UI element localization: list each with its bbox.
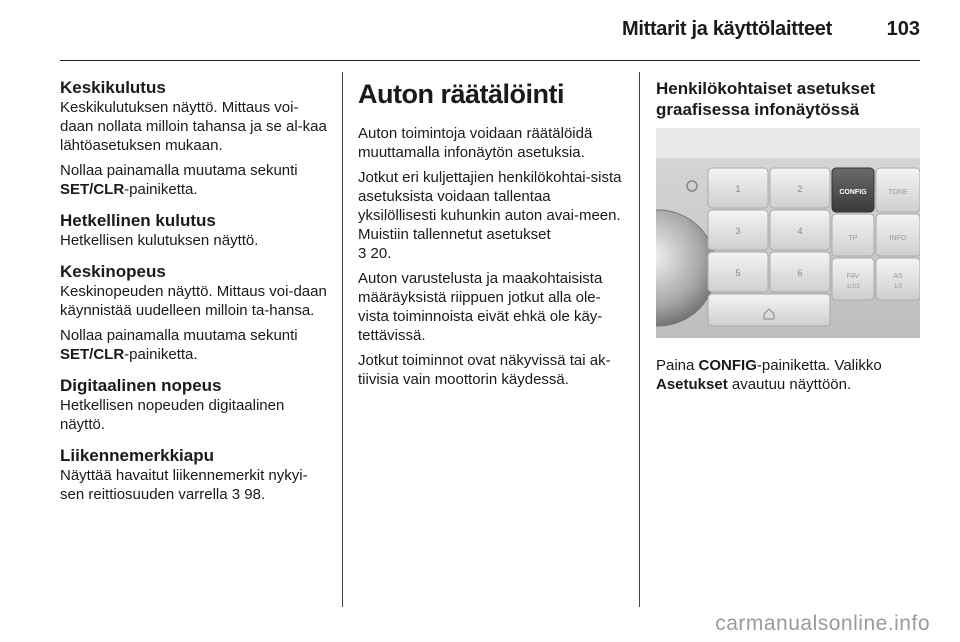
section-heading: Keskinopeus	[60, 262, 166, 281]
key-label: 5	[735, 268, 741, 278]
info-key-label: INFO	[889, 235, 907, 242]
paragraph	[358, 168, 626, 263]
column-3	[656, 78, 924, 400]
text: Näyttää havaitut liikennemerkit nykyi-sen reittiosuuden varrella	[60, 467, 308, 503]
config-key-label: CONFIG	[839, 189, 867, 196]
button-name: SET/CLR	[60, 181, 125, 198]
button-name: SET/CLR	[60, 346, 125, 363]
text: -painiketta.	[124, 181, 198, 198]
column-divider-1	[342, 72, 343, 607]
key-label: 1	[735, 184, 741, 194]
paragraph: Auton varustelusta ja maakohtaisista määräyksistä riippuen jotkut alla ole-vista toiminnoista eivät ehkä ole käy-tettävissä.	[358, 270, 603, 344]
section-hetkellinen-kulutus	[60, 211, 330, 250]
section-keskinopeus	[60, 262, 330, 364]
page-reference-link[interactable]: 3 98.	[231, 486, 266, 503]
footer-watermark: carmanualsonline.info	[715, 612, 930, 635]
panel-top-strip	[656, 128, 920, 158]
paragraph	[656, 356, 924, 394]
section-liikennemerkkiapu	[60, 446, 330, 504]
paragraph: Jotkut toiminnot ovat näkyvissä tai ak-tiivisia vain moottorin käydessä.	[358, 352, 611, 388]
paragraph	[60, 466, 330, 504]
as-key-sublabel: 1/2	[893, 284, 903, 290]
paragraph: Hetkellisen nopeuden digitaalinen näyttö.	[60, 397, 285, 433]
text: Nollaa painamalla muutama sekunti	[60, 327, 298, 344]
paragraph	[60, 161, 330, 199]
tp-key-label: TP	[848, 235, 858, 242]
column-1	[60, 78, 330, 516]
paragraph: Keskinopeuden näyttö. Mittaus voi-daan käynnistää uudelleen milloin ta-hansa.	[60, 283, 327, 319]
key-label: 3	[735, 226, 741, 236]
text: -painiketta.	[124, 346, 198, 363]
as-key-label: AS	[893, 273, 903, 280]
fav-key-sublabel: 1/2/3	[846, 284, 860, 290]
section-keskikulutus	[60, 78, 330, 199]
key-label: 4	[797, 226, 803, 236]
paragraph: Auton toimintoja voidaan räätälöidä muuttamalla infonäytön asetuksia.	[358, 125, 593, 161]
key-label: 6	[797, 268, 803, 278]
column-2	[358, 78, 626, 395]
section-digitaalinen-nopeus	[60, 376, 330, 434]
section-heading: Digitaalinen nopeus	[60, 376, 222, 395]
page-reference-link[interactable]: 3 20.	[358, 245, 392, 262]
paragraph: Hetkellisen kulutuksen näyttö.	[60, 232, 259, 249]
text: Paina	[656, 357, 695, 374]
paragraph	[60, 326, 330, 364]
page-number: 103	[886, 18, 920, 40]
text: Jotkut eri kuljettajien henkilökohtai-sista asetuksista voidaan tallentaa yksilöllisesti kuhunkin auton avai-meen. Muistiin tallennetut asetukset	[358, 169, 622, 243]
text: -painiketta. Valikko	[756, 357, 882, 374]
key-label: 2	[797, 184, 803, 194]
fav-key-label: FAV	[846, 273, 860, 280]
section-heading: Keskikulutus	[60, 78, 166, 97]
header-rule	[60, 60, 920, 61]
page-header-title: Mittarit ja käyttölaitteet	[621, 18, 832, 40]
section-heading: Liikennemerkkiapu	[60, 446, 215, 465]
home-key[interactable]	[708, 294, 830, 326]
menu-name: Asetukset	[656, 376, 728, 393]
chapter-heading: Auton räätälöinti	[358, 79, 564, 109]
column-divider-2	[639, 72, 640, 607]
section-heading: Hetkellinen kulutus	[60, 211, 216, 230]
section-heading: Henkilökohtaiset asetukset graafisessa infonäytössä	[656, 79, 876, 119]
control-panel-photo	[656, 128, 920, 338]
button-name: CONFIG	[698, 357, 757, 374]
text: Nollaa painamalla muutama sekunti	[60, 162, 298, 179]
tone-key-label: TONE	[888, 189, 908, 196]
text: avautuu näyttöön.	[731, 376, 852, 393]
paragraph: Keskikulutuksen näyttö. Mittaus voi-daan nollata milloin tahansa ja se al-kaa lähtöasetuksen mukaan.	[60, 99, 327, 154]
